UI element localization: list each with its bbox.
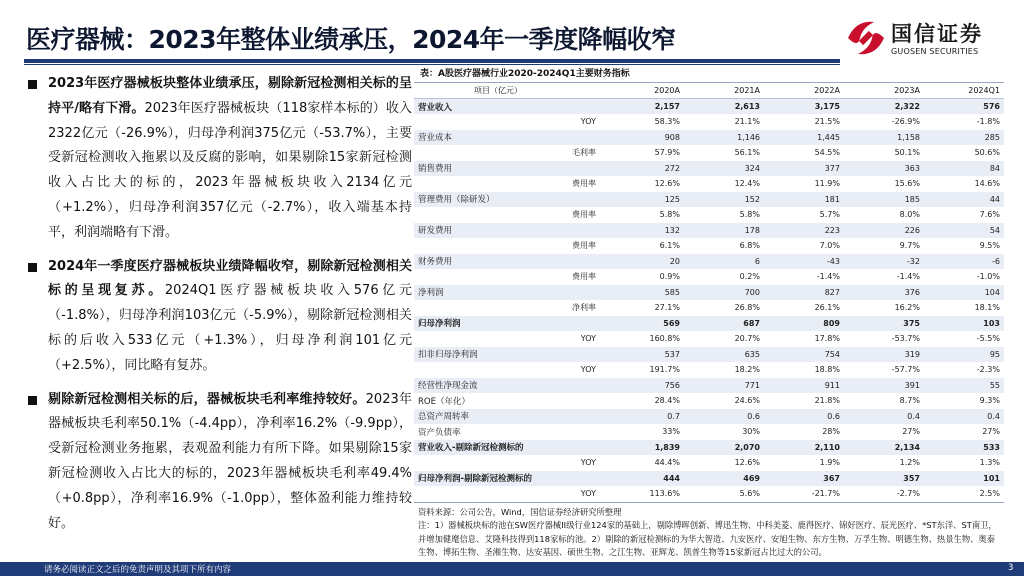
table-cell: -53.7% [891, 334, 920, 344]
bullet-item [26, 72, 412, 246]
table-cell: 9.7% [899, 241, 920, 251]
table-cell: 84 [924, 161, 1004, 177]
table-cell: 27.1% [654, 303, 680, 313]
table-cell: -1.4% [896, 272, 920, 282]
page-number: 3 [1008, 563, 1014, 573]
table-header-cell: 2020A [604, 83, 684, 99]
table-cell: 18.2% [734, 365, 760, 375]
bullet-item [26, 388, 412, 537]
row-label: 净利润 [414, 285, 534, 301]
table-cell: 5.8% [739, 210, 760, 220]
financial-table [414, 83, 1004, 502]
table-row [414, 114, 1004, 130]
table-cell: 50.6% [974, 148, 1000, 158]
title-underline [24, 59, 840, 63]
table-cell: 14.6% [974, 179, 1000, 189]
table-cell: -32 [844, 254, 924, 270]
table-cell: 181 [764, 192, 844, 208]
table-row [414, 285, 1004, 301]
row-sublabel [534, 316, 604, 332]
table-cell: 2,134 [844, 440, 924, 456]
table-row [414, 486, 1004, 502]
table-cell: 12.4% [734, 179, 760, 189]
table-header-cell: 2022A [764, 83, 844, 99]
table-cell: 0.6 [684, 409, 764, 425]
table-cell: 54 [924, 223, 1004, 239]
table-cell: 7.0% [819, 241, 840, 251]
row-sublabel [534, 424, 604, 440]
table-cell: 20.7% [734, 334, 760, 344]
table-cell: 21.5% [814, 117, 840, 127]
table-cell: 2,070 [684, 440, 764, 456]
row-sublabel [534, 285, 604, 301]
row-label [414, 455, 534, 471]
table-cell: 1.2% [899, 458, 920, 468]
table-cell: -6 [924, 254, 1004, 270]
row-label [414, 300, 534, 316]
table-cell: 376 [844, 285, 924, 301]
bullet-body: 2024Q1医疗器械板块收入576亿元（-1.8%），归母净利润103亿元（-5.9%），剔除新冠检测相关标的后收入533亿元（+1.3%），归母净利润101亿元（+2.5%），同比略有复苏。 [48, 283, 412, 373]
table-row [414, 176, 1004, 192]
table-cell: -26.9% [891, 117, 920, 127]
table-title: 表：A股医疗器械行业2020-2024Q1主要财务指标 [414, 66, 1004, 83]
table-row [414, 331, 1004, 347]
row-sublabel: YOY [580, 365, 596, 375]
table-cell: 754 [764, 347, 844, 363]
table-cell: 178 [684, 223, 764, 239]
table-row [414, 207, 1004, 223]
table-row [414, 424, 1004, 440]
bullet-square-icon [28, 263, 37, 272]
table-cell: 54.5% [814, 148, 840, 158]
table-cell: 57.9% [654, 148, 680, 158]
table-cell: 11.9% [814, 179, 840, 189]
row-sublabel [534, 393, 604, 409]
table-cell: 908 [604, 130, 684, 146]
table-cell: 7.6% [979, 210, 1000, 220]
table-cell: 444 [604, 471, 684, 487]
table-cell: 377 [764, 161, 844, 177]
table-cell: 375 [844, 316, 924, 332]
table-row [414, 254, 1004, 270]
table-cell: 5.6% [739, 489, 760, 499]
row-label [414, 145, 534, 161]
table-cell: 5.8% [659, 210, 680, 220]
table-cell: 585 [604, 285, 684, 301]
table-cell: 1.3% [979, 458, 1000, 468]
table-cell: 1,445 [764, 130, 844, 146]
table-cell: 24.6% [734, 396, 760, 406]
row-label: 营业成本 [414, 130, 534, 146]
row-sublabel: YOY [580, 489, 596, 499]
row-sublabel [534, 347, 604, 363]
table-cell: 324 [684, 161, 764, 177]
table-cell: 469 [684, 471, 764, 487]
table-row [414, 238, 1004, 254]
table-cell: 1,146 [684, 130, 764, 146]
table-cell: 160.8% [649, 334, 680, 344]
row-sublabel [534, 99, 604, 115]
table-cell: 569 [604, 316, 684, 332]
row-sublabel [534, 161, 604, 177]
table-row [414, 347, 1004, 363]
row-label [414, 269, 534, 285]
table-cell: 125 [604, 192, 684, 208]
row-label: ROE（年化） [418, 396, 470, 407]
row-label: 管理费用（除研发） [414, 192, 534, 208]
row-sublabel: YOY [580, 334, 596, 344]
table-row [414, 130, 1004, 146]
row-sublabel [534, 409, 604, 425]
table-cell: 16.2% [894, 303, 920, 313]
table-cell: 700 [684, 285, 764, 301]
table-source: 资料来源：公司公告，Wind，国信证券经济研究所整理 [418, 506, 622, 517]
table-header-cell: 2024Q1 [924, 83, 1004, 99]
table-cell: 635 [684, 347, 764, 363]
table-row [414, 145, 1004, 161]
table-cell: 687 [684, 316, 764, 332]
table-cell: 95 [924, 347, 1004, 363]
table-cell: 15.6% [894, 179, 920, 189]
table-cell: 756 [604, 378, 684, 394]
table-cell: 2.5% [979, 489, 1000, 499]
table-cell: 185 [844, 192, 924, 208]
table-cell: 3,175 [764, 99, 844, 115]
table-row [414, 99, 1004, 115]
table-cell: 12.6% [734, 458, 760, 468]
row-sublabel: 净利率 [572, 303, 596, 313]
table-row [414, 316, 1004, 332]
table-cell: 0.4 [924, 409, 1004, 425]
row-label: 归母净利润-剔除新冠检测标的 [414, 471, 534, 487]
row-sublabel: YOY [580, 117, 596, 127]
table-cell: 8.7% [899, 396, 920, 406]
table-cell: -5.5% [976, 334, 1000, 344]
table-cell: 44.4% [654, 458, 680, 468]
table-cell: -1.8% [976, 117, 1000, 127]
table-body [414, 99, 1004, 502]
table-cell: 58.3% [654, 117, 680, 127]
bullet-square-icon [28, 396, 37, 405]
row-label: 总资产周转率 [414, 409, 534, 425]
table-cell: 0.7 [604, 409, 684, 425]
row-sublabel [534, 130, 604, 146]
row-label: 销售费用 [414, 161, 534, 177]
table-notes [414, 502, 1004, 560]
table-row [414, 455, 1004, 471]
table-cell: 537 [604, 347, 684, 363]
row-sublabel: 费用率 [572, 241, 596, 251]
row-sublabel [534, 378, 604, 394]
table-cell: 319 [844, 347, 924, 363]
row-label: 经营性净现金流 [414, 378, 534, 394]
row-label: 财务费用 [414, 254, 534, 270]
table-cell: -2.7% [896, 489, 920, 499]
table-cell: 285 [924, 130, 1004, 146]
bullet-heading: 剔除新冠检测相关标的后，器械板块毛利率维持较好。 [48, 391, 366, 407]
table-cell: 6 [684, 254, 764, 270]
row-label: 扣非归母净利润 [414, 347, 534, 363]
table-cell: 6.8% [739, 241, 760, 251]
financial-table-panel [414, 66, 1004, 560]
row-label: 归母净利润 [414, 316, 534, 332]
table-row [414, 192, 1004, 208]
bullet-item [26, 255, 412, 379]
table-row [414, 471, 1004, 487]
table-cell: -1.4% [816, 272, 840, 282]
table-cell: 26.1% [814, 303, 840, 313]
table-row [414, 440, 1004, 456]
table-cell: 55 [924, 378, 1004, 394]
table-cell: -21.7% [811, 489, 840, 499]
table-cell: 6.1% [659, 241, 680, 251]
row-label: 营业收入 [414, 99, 534, 115]
table-cell: 30% [742, 427, 760, 437]
table-cell: 27% [982, 427, 1000, 437]
row-sublabel [534, 440, 604, 456]
table-row [414, 269, 1004, 285]
guosen-logo-icon [846, 18, 886, 58]
table-cell: 21.1% [734, 117, 760, 127]
row-label [414, 331, 534, 347]
table-cell: 391 [844, 378, 924, 394]
table-cell: 8.0% [899, 210, 920, 220]
table-cell: -57.7% [891, 365, 920, 375]
table-cell: 21.8% [814, 396, 840, 406]
table-cell: 5.7% [819, 210, 840, 220]
table-cell: 113.6% [649, 489, 680, 499]
table-cell: 223 [764, 223, 844, 239]
table-cell: 18.1% [974, 303, 1000, 313]
table-row [414, 362, 1004, 378]
table-cell: 0.9% [659, 272, 680, 282]
table-row [414, 161, 1004, 177]
page-title: 医疗器械：2023年整体业绩承压，2024年一季度降幅收窄 [26, 25, 676, 54]
table-cell: 1.9% [819, 458, 840, 468]
row-sublabel: YOY [580, 458, 596, 468]
bullet-heading: 2023年医疗器械板块整体业绩承压，剔除新冠检测相关标的呈持平/略有下滑。 [48, 76, 412, 116]
title-underline-thin [24, 64, 840, 65]
table-cell: 2,110 [764, 440, 844, 456]
table-cell: -2.3% [976, 365, 1000, 375]
table-cell: 28.4% [654, 396, 680, 406]
table-cell: 12.6% [654, 179, 680, 189]
table-cell: 533 [924, 440, 1004, 456]
table-cell: 191.7% [649, 365, 680, 375]
table-cell: 2,322 [844, 99, 924, 115]
table-cell: 20 [604, 254, 684, 270]
table-cell: 1,158 [844, 130, 924, 146]
row-label [414, 486, 534, 502]
table-cell: 18.8% [814, 365, 840, 375]
table-cell: 0.6 [764, 409, 844, 425]
row-sublabel [534, 254, 604, 270]
row-label [414, 207, 534, 223]
row-sublabel [534, 471, 604, 487]
table-cell: -43 [764, 254, 844, 270]
table-cell: 50.1% [894, 148, 920, 158]
bullet-body: 2023年医疗器械板块（118家样本标的）收入2322亿元（-26.9%），归母净利润375亿元（-53.7%），主要受新冠检测收入拖累以及反腐的影响，如果剔除15家新冠检测收入占比大的标的，2023年器械板块收入2134亿元（+1.2%），归母净利润357亿元（-2.7%），收入端基本持平，利润端略有下滑。 [48, 100, 412, 240]
table-cell: 33% [662, 427, 680, 437]
table-cell: -1.0% [976, 272, 1000, 282]
bullet-square-icon [28, 80, 37, 89]
table-cell: 367 [764, 471, 844, 487]
row-label [414, 238, 534, 254]
table-cell: 827 [764, 285, 844, 301]
row-sublabel: 费用率 [572, 210, 596, 220]
row-label: 营业收入-剔除新冠检测标的 [414, 440, 534, 456]
table-cell: 44 [924, 192, 1004, 208]
table-cell: 104 [924, 285, 1004, 301]
table-cell: 28% [822, 427, 840, 437]
row-sublabel: 毛利率 [572, 148, 596, 158]
row-label: 资产负债率 [418, 427, 461, 438]
logo-text-cn: 国信证券 [891, 22, 983, 46]
table-row [414, 393, 1004, 409]
table-cell: 226 [844, 223, 924, 239]
row-label: 研发费用 [414, 223, 534, 239]
table-row [414, 300, 1004, 316]
bullet-heading: 2024年一季度医疗器械板块业绩降幅收窄，剔除新冠检测相关标的呈现复苏。 [48, 258, 412, 299]
footer-disclaimer: 请务必阅读正文之后的免责声明及其项下所有内容 [44, 565, 232, 575]
table-cell: 363 [844, 161, 924, 177]
table-cell: 132 [604, 223, 684, 239]
company-logo [846, 16, 1006, 60]
table-cell: 272 [604, 161, 684, 177]
table-cell: 809 [764, 316, 844, 332]
table-cell: 9.5% [979, 241, 1000, 251]
table-header-row [414, 83, 1004, 99]
table-cell: 17.8% [814, 334, 840, 344]
table-cell: 101 [924, 471, 1004, 487]
table-cell: 27% [902, 427, 920, 437]
table-header-cell: 2021A [684, 83, 764, 99]
row-sublabel [534, 192, 604, 208]
table-cell: 2,613 [684, 99, 764, 115]
table-row [414, 378, 1004, 394]
row-sublabel: 费用率 [572, 179, 596, 189]
table-row [414, 409, 1004, 425]
table-cell: 152 [684, 192, 764, 208]
table-cell: 911 [764, 378, 844, 394]
table-cell: 576 [924, 99, 1004, 115]
table-row [414, 223, 1004, 239]
row-label [414, 176, 534, 192]
footer-bar [0, 562, 1024, 576]
row-sublabel: 费用率 [572, 272, 596, 282]
table-cell: 56.1% [734, 148, 760, 158]
row-label [414, 114, 534, 130]
table-cell: 771 [684, 378, 764, 394]
bullet-body: 2023年器械板块毛利率50.1%（-4.4pp），净利率16.2%（-9.9pp），受新冠检测业务拖累，表观盈利能力有所下降。如果剔除15家新冠检测收入占比大的标的，2023年器械板块毛利率49.4%（+0.8pp），净利率16.9%（-1.0pp），整体盈利能力维持较好。 [48, 391, 412, 531]
table-cell: 0.2% [739, 272, 760, 282]
table-cell: 103 [924, 316, 1004, 332]
table-cell: 26.8% [734, 303, 760, 313]
table-header-cell: 项目（亿元） [414, 83, 604, 99]
logo-text-en: GUOSEN SECURITIES [891, 47, 979, 56]
table-cell: 2,157 [604, 99, 684, 115]
table-cell: 9.3% [979, 396, 1000, 406]
row-sublabel [534, 223, 604, 239]
table-header-cell: 2023A [844, 83, 924, 99]
table-cell: 0.4 [844, 409, 924, 425]
summary-bullets [26, 72, 412, 545]
table-footnote: 注：1）器械板块标的池在SW医疗器械II级行业124家的基础上，剔除博晖创新、博迅生物、中科美菱、鹿得医疗、锦好医疗、辰光医疗、*ST东洋、ST南卫，并增加健麾信息、艾隆科技得到118家标的池。2）剔除的新冠检测标的为华大智造、九安医疗、安旭生物、东方生物、万孚生物、明德生物、热景生物、奥泰生物、博拓生物、圣湘生物、达安基因、硕世生物、之江生物、亚辉龙、凯普生物等15家新冠占比过大的公司。 [418, 520, 997, 558]
row-label [414, 362, 534, 378]
table-cell: 357 [844, 471, 924, 487]
table-cell: 1,839 [604, 440, 684, 456]
